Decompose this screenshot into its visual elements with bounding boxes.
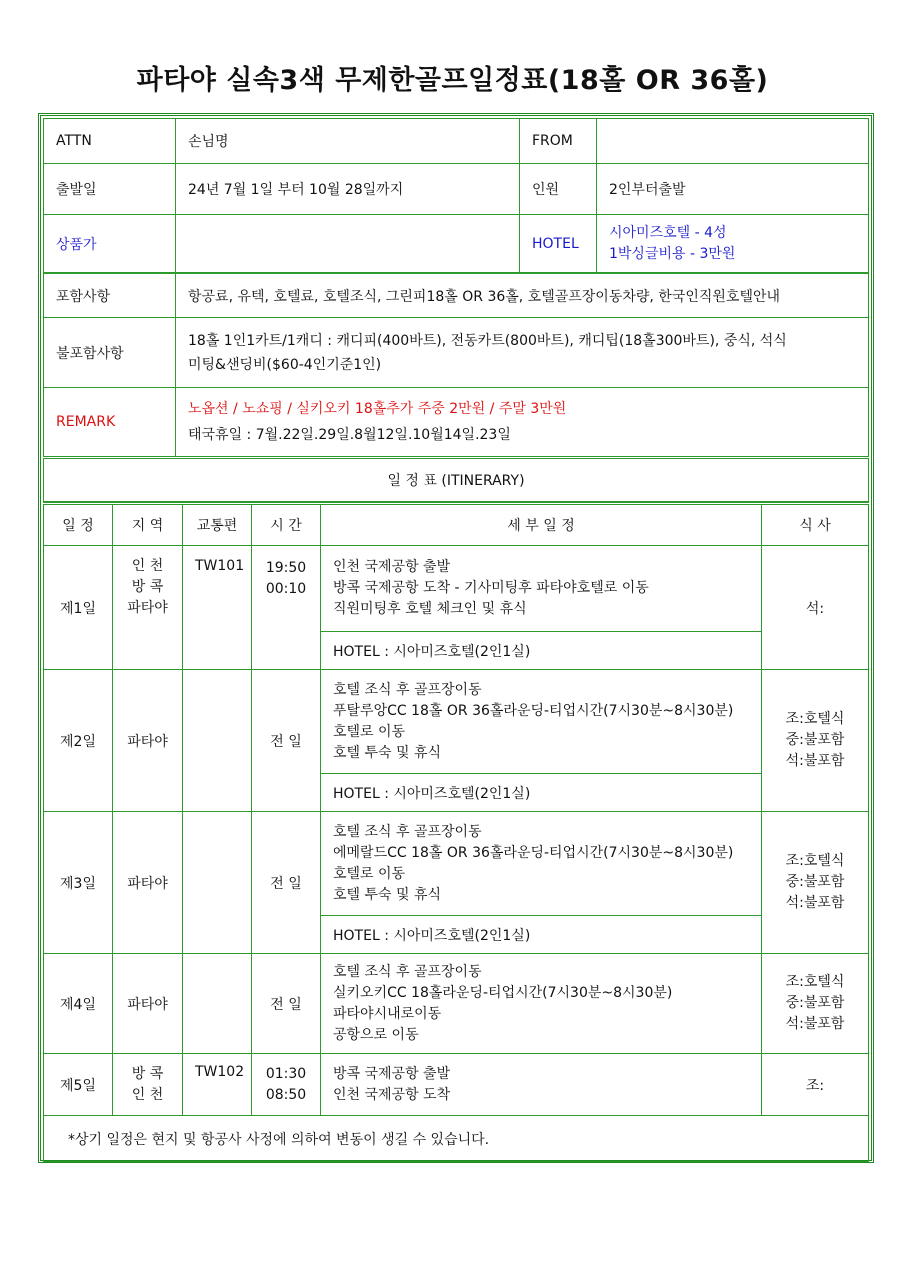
excluded-label: 불포함사항 [44, 318, 176, 388]
itinerary-table [43, 502, 869, 1162]
table-row [44, 1054, 869, 1116]
region-cell: 파타야 [113, 812, 183, 954]
hotel-value [597, 215, 869, 273]
header-day: 일 정 [44, 504, 113, 546]
remark-label: REMARK [44, 388, 176, 458]
detail-line: 인천 국제공항 도착 [333, 1086, 451, 1103]
meal-line: 석:불포함 [785, 753, 845, 769]
info-table [43, 118, 869, 273]
meal-line: 조:호텔식 [785, 711, 845, 727]
day-cell: 제2일 [44, 670, 113, 812]
table-row [44, 670, 869, 774]
detail-line: 방콕 국제공항 출발 [333, 1065, 451, 1082]
people-value: 2인부터출발 [597, 164, 869, 215]
meal-line: 석:불포함 [785, 895, 845, 911]
page-title: 파타야 실속3색 무제한골프일정표(18홀 OR 36홀) [136, 65, 769, 96]
excluded-line: 18홀 1인1카트/1캐디 : 캐디피(400바트), 전동카트(800바트), 캐디팁(18홀300바트), 중식, 석식 [188, 332, 787, 349]
detail-line: 호텔 조식 후 골프장이동 [333, 681, 482, 698]
detail-line: 호텔 투숙 및 휴식 [333, 744, 442, 761]
table-row [44, 546, 869, 632]
transport-cell: TW101 [183, 546, 252, 670]
detail-line: 인천 국제공항 출발 [333, 559, 451, 575]
detail-line: 직원미팅후 호텔 체크인 및 휴식 [333, 601, 527, 617]
schedule-frame [38, 113, 874, 1163]
table-row [44, 812, 869, 916]
detail-line: 실키오키CC 18홀라운딩-티업시간(7시30분~8시30분) [333, 984, 673, 1001]
transport-cell [183, 670, 252, 812]
region-line: 인 천 [131, 558, 164, 574]
day-cell: 제1일 [44, 546, 113, 670]
hotel-line: 시아미즈호텔 - 4성 [609, 224, 727, 241]
detail-line: 에메랄드CC 18홀 OR 36홀라운딩-티업시간(7시30분~8시30분) [333, 844, 734, 861]
meals-cell [762, 670, 869, 812]
detail-line: 공항으로 이동 [333, 1026, 419, 1043]
remark-holiday: 태국휴일 : 7월.22일.29일.8월12일.10월14일.23일 [188, 427, 511, 443]
hotel-cell: HOTEL : 시아미즈호텔(2인1실) [321, 632, 762, 670]
meals-cell: 조: [762, 1054, 869, 1116]
attn-value: 손님명 [176, 119, 520, 164]
meal-line: 중:불포함 [785, 732, 845, 748]
included-value: 항공료, 유텍, 호텔료, 호텔조식, 그린피18홀 OR 36홀, 호텔골프장이동차량, 한국인직원호텔안내 [176, 274, 869, 318]
time-cell [252, 1054, 321, 1116]
detail-line: 푸탈루앙CC 18홀 OR 36홀라운딩-티업시간(7시30분~8시30분) [333, 702, 734, 719]
day-cell: 제3일 [44, 812, 113, 954]
hotel-line: 1박싱글비용 - 3만원 [609, 245, 736, 262]
region-line: 방 콕 [131, 1065, 164, 1082]
meal-line: 조:호텔식 [785, 853, 845, 869]
from-value [597, 119, 869, 164]
time-cell [252, 546, 321, 670]
region-line: 방 콕 [131, 579, 164, 595]
detail-line: 호텔로 이동 [333, 865, 406, 882]
detail-line: 방콕 국제공항 도착 - 기사미팅후 파타야호텔로 이동 [333, 580, 649, 596]
meals-cell [762, 954, 869, 1054]
included-label: 포함사항 [44, 274, 176, 318]
header-region: 지 역 [113, 504, 183, 546]
region-cell: 파타야 [113, 954, 183, 1054]
hotel-cell: HOTEL : 시아미즈호텔(2인1실) [321, 916, 762, 954]
details-cell [321, 1054, 762, 1116]
time-line: 00:10 [265, 581, 307, 597]
region-cell [113, 546, 183, 670]
price-value [176, 215, 520, 273]
detail-line: 호텔 투숙 및 휴식 [333, 886, 442, 903]
depart-label: 출발일 [44, 164, 176, 215]
remark-value [176, 388, 869, 458]
footnote: *상기 일정은 현지 및 항공사 사정에 의하여 변동이 생길 수 있습니다. [44, 1116, 869, 1162]
attn-label: ATTN [44, 119, 176, 164]
meal-line: 조:호텔식 [785, 974, 845, 990]
time-cell: 전 일 [252, 954, 321, 1054]
meals-cell [762, 812, 869, 954]
region-line: 파타야 [127, 600, 168, 616]
time-cell: 전 일 [252, 812, 321, 954]
header-time: 시 간 [252, 504, 321, 546]
table-row [44, 954, 869, 1054]
transport-cell: TW102 [183, 1054, 252, 1116]
people-label: 인원 [520, 164, 597, 215]
meal-line: 중:불포함 [785, 874, 845, 890]
header-transport: 교통편 [183, 504, 252, 546]
itinerary-title: 일 정 표 (ITINERARY) [44, 458, 869, 502]
time-line: 01:30 [265, 1065, 307, 1082]
from-label: FROM [520, 119, 597, 164]
transport-cell [183, 812, 252, 954]
detail-line: 파타야시내로이동 [333, 1005, 442, 1022]
meals-cell: 석: [762, 546, 869, 670]
detail-line: 호텔 조식 후 골프장이동 [333, 823, 482, 840]
details-cell [321, 954, 762, 1054]
excluded-line: 미팅&샌딩비($60-4인기준1인) [188, 356, 382, 373]
details-cell [321, 812, 762, 916]
price-label: 상품가 [44, 215, 176, 273]
remark-red: 노옵션 / 노쇼핑 / 실키오키 18홀추가 주중 2만원 / 주말 3만원 [188, 401, 567, 417]
detail-line: 호텔 조식 후 골프장이동 [333, 963, 482, 980]
meal-line: 석:불포함 [785, 1016, 845, 1032]
transport-cell [183, 954, 252, 1054]
details-cell [321, 670, 762, 774]
time-line: 08:50 [265, 1086, 307, 1103]
detail-line: 호텔로 이동 [333, 723, 406, 740]
time-cell: 전 일 [252, 670, 321, 812]
time-line: 19:50 [265, 560, 307, 576]
hotel-label: HOTEL [520, 215, 597, 273]
header-meals: 식 사 [762, 504, 869, 546]
region-cell: 파타야 [113, 670, 183, 812]
header-details: 세 부 일 정 [321, 504, 762, 546]
day-cell: 제4일 [44, 954, 113, 1054]
hotel-cell: HOTEL : 시아미즈호텔(2인1실) [321, 774, 762, 812]
details-cell [321, 546, 762, 632]
excluded-value [176, 318, 869, 388]
day-cell: 제5일 [44, 1054, 113, 1116]
meal-line: 중:불포함 [785, 995, 845, 1011]
region-line: 인 천 [131, 1086, 164, 1103]
terms-table [43, 273, 869, 502]
region-cell [113, 1054, 183, 1116]
depart-value: 24년 7월 1일 부터 10월 28일까지 [176, 164, 520, 215]
